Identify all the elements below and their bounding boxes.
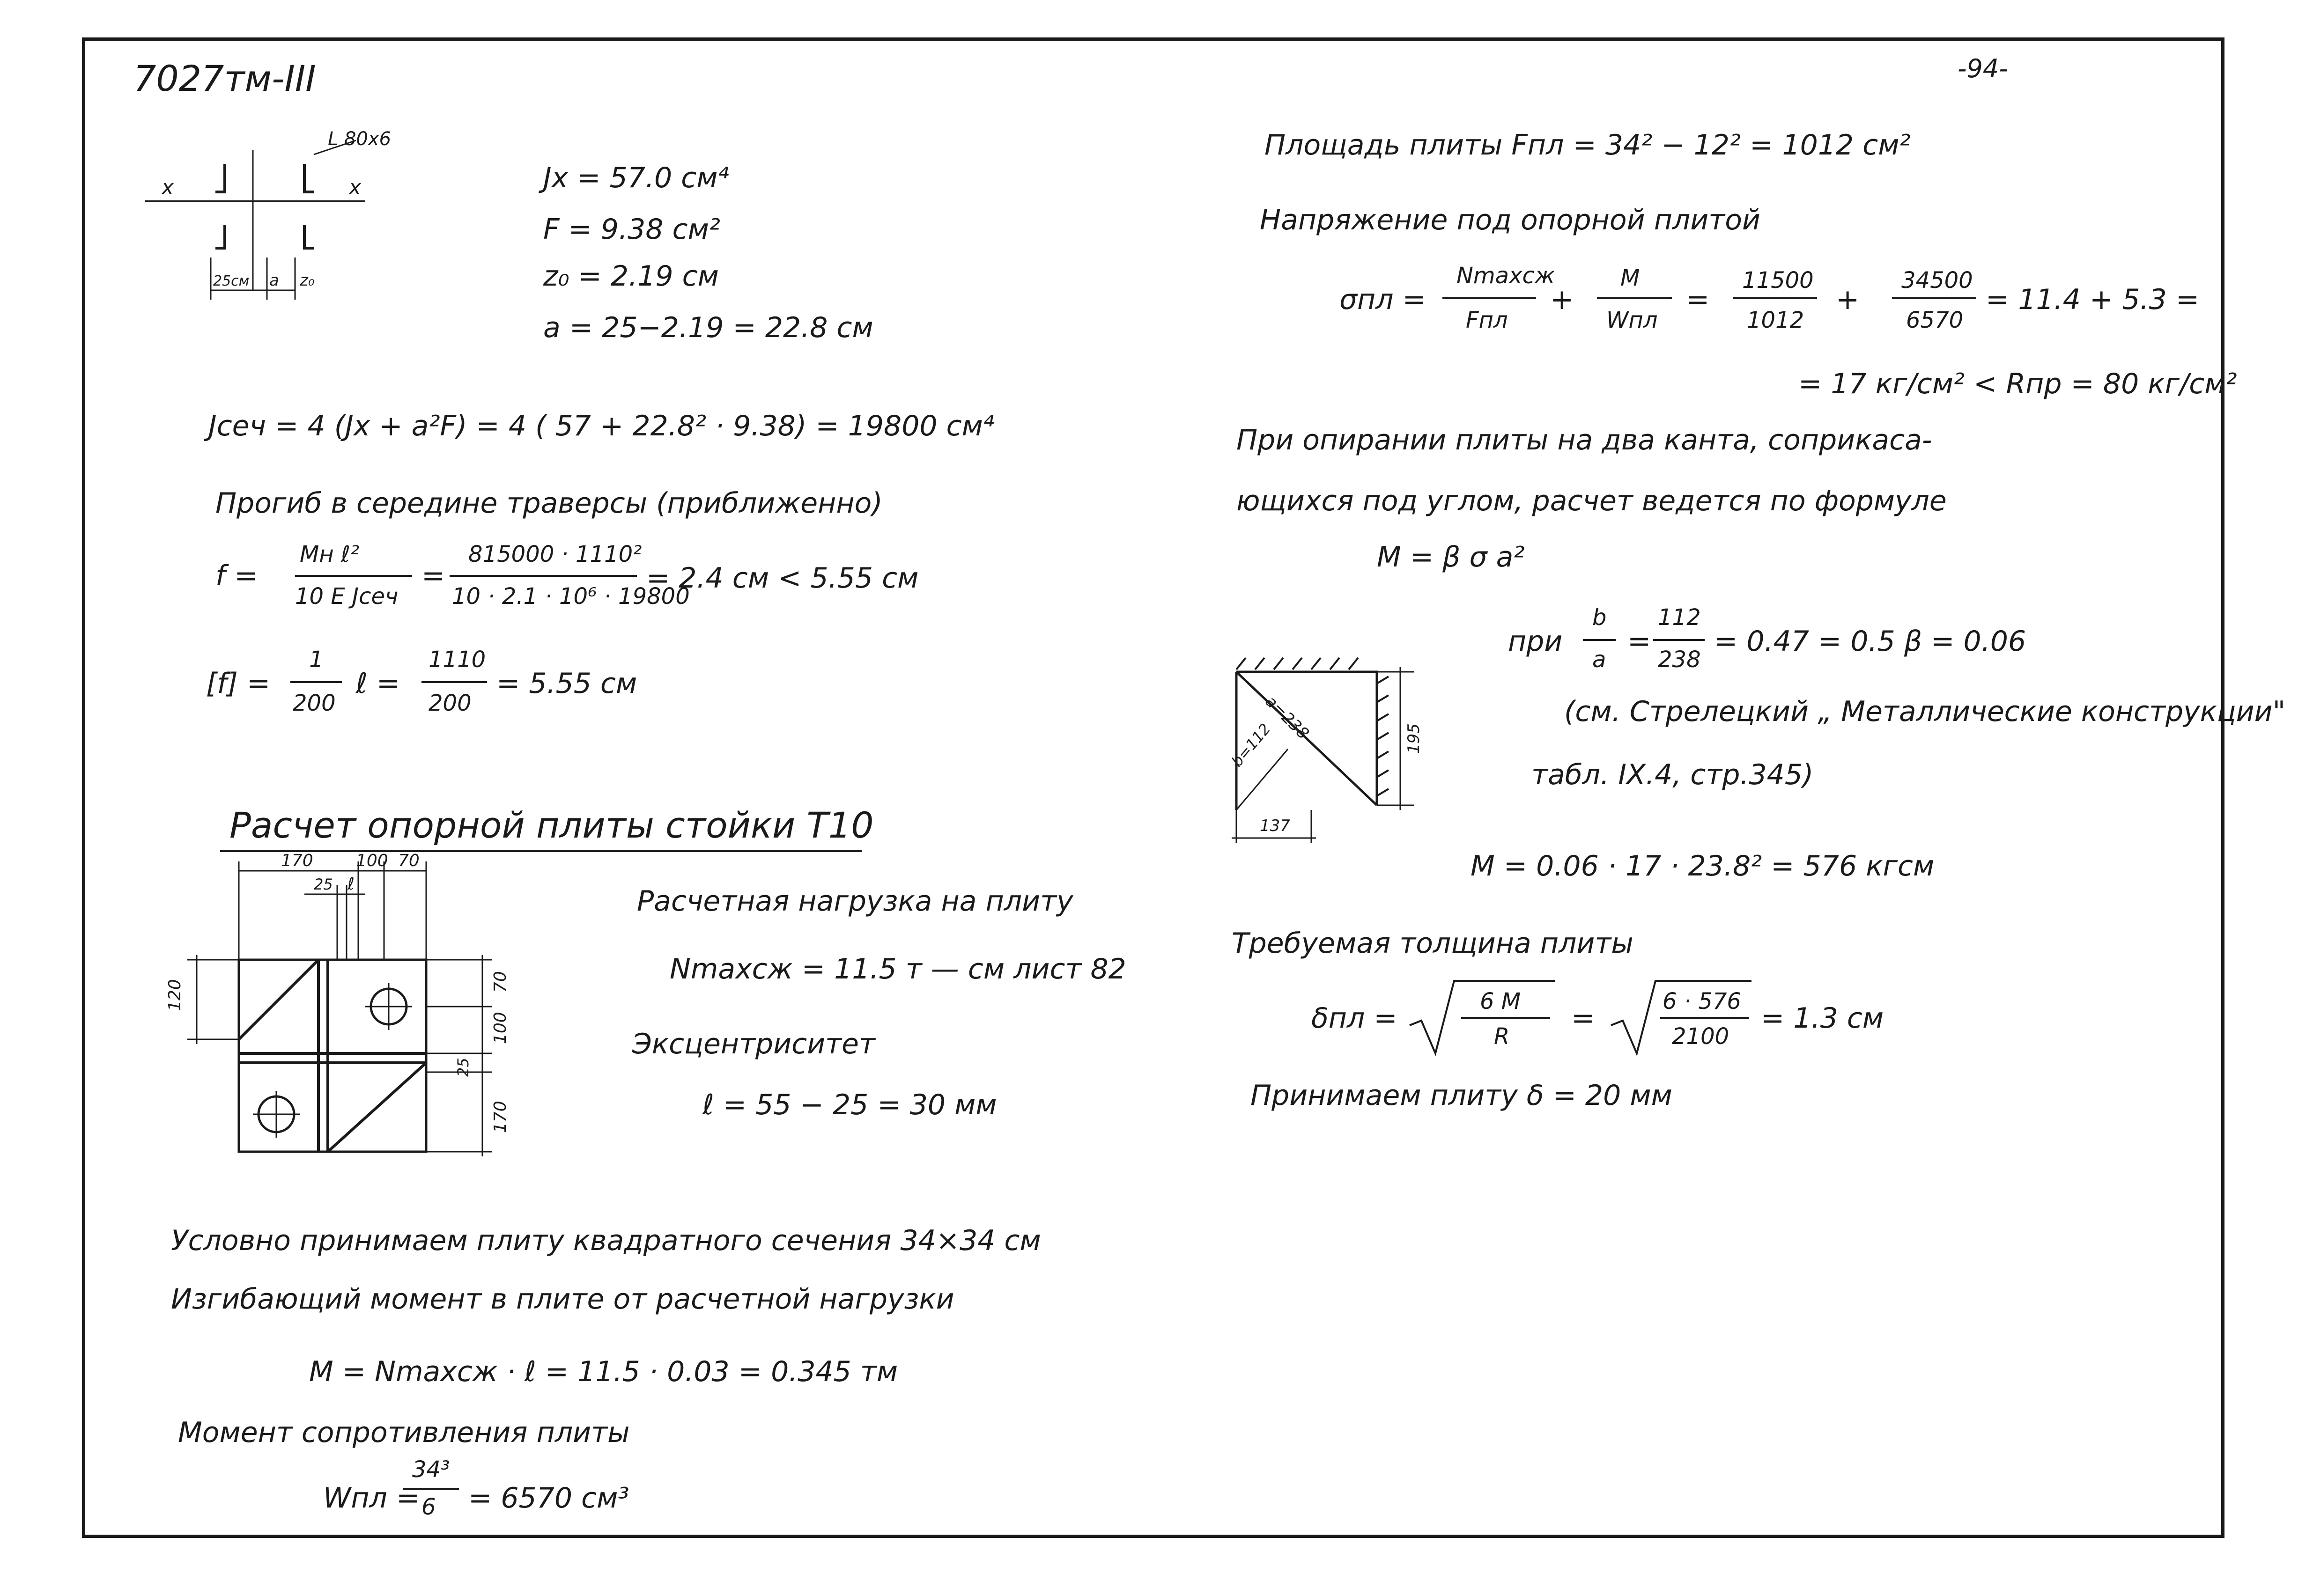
- dim-170-top: 170: [281, 851, 313, 870]
- deflection-num: Mн ℓ²: [300, 541, 360, 567]
- ratio-eq: =: [1627, 625, 1651, 658]
- allowed-bar1: [290, 681, 342, 683]
- dim-100-top: 100: [356, 851, 388, 870]
- base-plate-drawing: [165, 851, 553, 1180]
- deflection-bar: [295, 575, 412, 577]
- triangle-a-label: a=238: [1261, 692, 1313, 743]
- ratio-num1: b: [1592, 604, 1607, 631]
- delta-eq: =: [1571, 1002, 1595, 1035]
- allowed-den2: 200: [429, 690, 472, 716]
- delta-rad2-num: 6 · 576: [1663, 988, 1741, 1015]
- page-number: -94-: [1958, 54, 2008, 83]
- sigma-d4: 6570: [1906, 307, 1964, 333]
- ratio-result: = 0.47 = 0.5 β = 0.06: [1714, 625, 2026, 658]
- jcet-formula: Jсеч = 4 (Jx + a²F) = 4 ( 57 + 22.8² · 9.38) = 19800 см⁴: [208, 410, 994, 442]
- ratio-den2: 238: [1658, 647, 1701, 673]
- support-text-1: При опирании плиты на два канта, соприкаса-: [1236, 424, 1932, 456]
- w-lhs: Wпл =: [323, 1482, 420, 1515]
- delta-rad1-bar: [1461, 1017, 1550, 1019]
- ratio-bar1: [1583, 639, 1616, 641]
- axis-x-right: x: [349, 176, 362, 199]
- moment-value: M = Nmaxсж · ℓ = 11.5 · 0.03 = 0.345 тм: [309, 1355, 898, 1388]
- sigma-d3: 1012: [1747, 307, 1804, 333]
- axis-x-left: x: [162, 176, 174, 199]
- deflection-bar2: [450, 575, 637, 577]
- deflection-lhs: f =: [215, 559, 258, 592]
- ratio-pre: при: [1508, 625, 1563, 658]
- moment-formula: M = β σ a²: [1377, 541, 1525, 574]
- f-value: F = 9.38 см²: [543, 213, 720, 246]
- sigma-plus2: +: [1836, 283, 1860, 316]
- w-den: 6: [421, 1494, 436, 1520]
- jx-value: Jx = 57.0 см⁴: [543, 162, 729, 194]
- delta-rad2-den: 2100: [1672, 1023, 1729, 1050]
- allowed-num2: 1110: [429, 647, 486, 673]
- deflection-num2: 815000 · 1110²: [468, 541, 642, 567]
- dim-120-left: 120: [165, 979, 185, 1011]
- stress-title: Напряжение под опорной плитой: [1260, 204, 1760, 236]
- delta-result: = 1.3 см: [1761, 1002, 1884, 1035]
- dim-170-right: 170: [491, 1101, 510, 1133]
- sigma-lhs: σпл =: [1339, 283, 1426, 316]
- dim-70-right: 70: [491, 971, 510, 993]
- plate-heading: Расчет опорной плиты стойки Т10: [229, 804, 874, 846]
- delta-rad1-den: R: [1494, 1023, 1510, 1050]
- deflection-title: Прогиб в середине траверсы (приближенно): [215, 487, 883, 520]
- sigma-d1: Fпл: [1466, 307, 1508, 333]
- w-bar: [403, 1488, 459, 1490]
- delta-rad2-bar: [1660, 1017, 1749, 1019]
- sheet-code: 7027тм-III: [133, 58, 316, 99]
- angle-label: L 80x6: [328, 128, 392, 150]
- dim-25-top: 25: [314, 875, 333, 893]
- w-result: = 6570 см³: [468, 1482, 629, 1515]
- sigma-n1: Nmaxсж: [1456, 263, 1555, 289]
- sigma-plus1: +: [1550, 283, 1574, 316]
- sigma-n4: 34500: [1901, 267, 1973, 294]
- allowed-result: = 5.55 см: [496, 667, 637, 700]
- dim-e-top: ℓ: [347, 875, 355, 894]
- allowed-mid: ℓ =: [356, 667, 400, 700]
- sigma-bar1: [1442, 297, 1536, 299]
- triangle-b-label: b=112: [1228, 720, 1274, 771]
- deflection-result: = 2.4 см < 5.55 см: [646, 562, 919, 595]
- dim-z0: z₀: [300, 271, 315, 290]
- support-text-2: ющихся под углом, расчет ведется по формуле: [1236, 485, 1947, 517]
- reference-text-1: (см. Стрелецкий „ Металлические конструкции": [1564, 695, 2286, 728]
- moment-calc: M = 0.06 · 17 · 23.8² = 576 кгсм: [1471, 850, 1935, 883]
- delta-rad1-num: 6 M: [1480, 988, 1521, 1015]
- dim-70-top: 70: [398, 851, 420, 870]
- allowed-den1: 200: [293, 690, 336, 716]
- sigma-bar3: [1733, 297, 1817, 299]
- sigma-n2: M: [1620, 265, 1640, 291]
- sigma-bar2: [1597, 297, 1672, 299]
- ecc-title: Эксцентриситет: [632, 1028, 875, 1060]
- delta-lhs: δпл =: [1311, 1002, 1397, 1035]
- load-title: Расчетная нагрузка на плиту: [637, 885, 1073, 918]
- nmax-value: Nmaxсж = 11.5 т — см лист 82: [670, 953, 1126, 986]
- triangle-137-label: 137: [1260, 816, 1290, 835]
- sigma-n3: 11500: [1742, 267, 1814, 294]
- ratio-den1: a: [1592, 647, 1606, 673]
- sigma-d2: Wпл: [1606, 307, 1658, 333]
- a-value: a = 25−2.19 = 22.8 см: [543, 311, 873, 344]
- dim-100-right: 100: [491, 1012, 510, 1044]
- ecc-value: ℓ = 55 − 25 = 30 мм: [702, 1089, 997, 1121]
- sigma-result: = 11.4 + 5.3 =: [1986, 283, 2200, 316]
- thickness-title: Требуемая толщина плиты: [1232, 927, 1633, 960]
- w-num: 34³: [412, 1456, 450, 1483]
- reference-text-2: табл. IX.4, стр.345): [1531, 758, 1814, 791]
- dim-25cm: 25см: [213, 273, 250, 289]
- allowed-num1: 1: [309, 647, 324, 673]
- triangle-195-label: 195: [1404, 723, 1423, 754]
- dim-25-right: 25: [454, 1058, 472, 1077]
- angle-profile-sketch: [140, 128, 403, 318]
- moment-title: Изгибающий момент в плите от расчетной нагрузки: [171, 1283, 954, 1316]
- sigma-eq: =: [1686, 283, 1710, 316]
- ratio-bar2: [1653, 639, 1705, 641]
- ratio-num2: 112: [1658, 604, 1701, 631]
- sigma-bar4: [1892, 297, 1976, 299]
- plate-area: Площадь плиты Fпл = 34² − 12² = 1012 см²: [1264, 129, 1911, 162]
- z0-value: z₀ = 2.19 см: [543, 260, 719, 293]
- allowed-bar2: [421, 681, 487, 683]
- triangle-sketch: [1227, 655, 1433, 861]
- allowed-deflection-lhs: [f] =: [206, 667, 271, 700]
- dim-a: a: [269, 271, 279, 290]
- deflection-den: 10 E Jсеч: [295, 583, 399, 610]
- sigma-final: = 17 кг/см² < Rпр = 80 кг/см²: [1798, 368, 2237, 400]
- deflection-den2: 10 · 2.1 · 10⁶ · 19800: [452, 583, 690, 610]
- w-title: Момент сопротивления плиты: [178, 1416, 630, 1449]
- accept-text: Принимаем плиту δ = 20 мм: [1250, 1079, 1672, 1112]
- assumption-text: Условно принимаем плиту квадратного сечения 34×34 см: [171, 1224, 1041, 1257]
- deflection-eq: =: [421, 559, 445, 592]
